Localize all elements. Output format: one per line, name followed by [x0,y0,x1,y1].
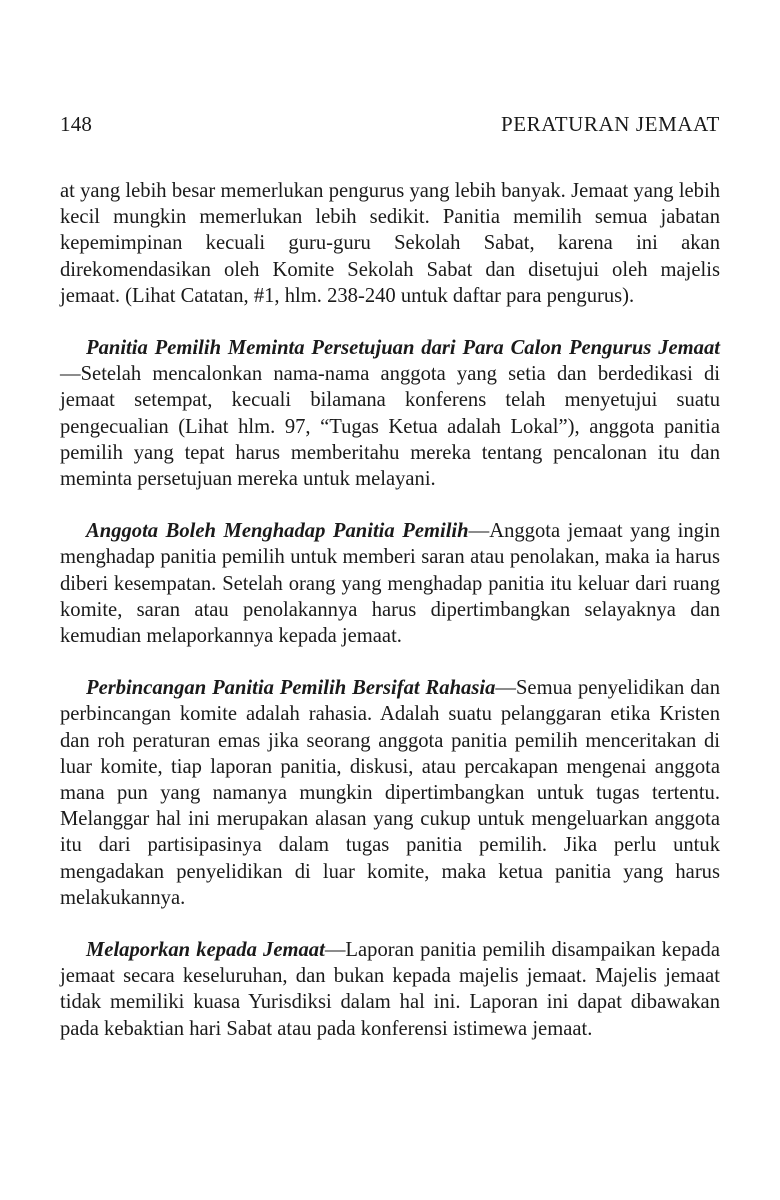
paragraph-heading: Anggota Boleh Menghadap Panitia Pemilih [86,520,469,543]
paragraph-members-appear [60,518,720,649]
paragraph-heading: Perbincangan Panitia Pemilih Bersifat Rahasia [86,677,496,700]
paragraph-text: —Anggota jemaat yang ingin menghadap panitia pemilih untuk memberi saran atau penolakan, maka ia harus diberi kesempatan. Setelah orang yang menghadap panitia itu keluar dari ruang komite, saran atau penolakannya harus dipertimbangkan selayaknya dan kemudian melaporkannya kepada jemaat. [60,520,720,648]
paragraph-report-to-church [60,937,720,1042]
paragraph-text: —Setelah mencalonkan nama-nama anggota yang setia dan berdedikasi di jemaat setempat, kecuali bilamana konferens telah menyetujui suatu pengecualian (Lihat hlm. 97, “Tugas Ketua adalah Lokal”), anggota panitia pemilih yang tepat harus memberitahu mereka tentang pencalonan itu dan meminta persetujuan mereka untuk melayani. [60,363,720,491]
paragraph-continuation [60,178,720,309]
paragraph-heading: Panitia Pemilih Meminta Persetujuan dari Para Calon Pengurus Jemaat [86,337,720,360]
paragraph-nominations-consent [60,335,720,492]
paragraph-text: —Laporan panitia pemilih disampaikan kepada jemaat secara keseluruhan, dan bukan kepada majelis jemaat. Majelis jemaat tidak memiliki kuasa Yurisdiksi dalam hal ini. Laporan ini dapat dibawakan pada kebaktian hari Sabat atau pada konferensi istimewa jemaat. [60,939,720,1040]
body-text [60,178,720,1042]
paragraph-text: at yang lebih besar memerlukan pengurus yang lebih banyak. Jemaat yang lebih kecil mungkin memerlukan lebih sedikit. Panitia memilih semua jabatan kepemimpinan kecuali guru-guru Sekolah Sabat, karena ini akan direkomendasikan oleh Komite Sekolah Sabat dan disetujui oleh majelis jemaat. (Lihat Catatan, #1, hlm. 238-240 untuk daftar para pengurus). [60,180,720,307]
paragraph-confidential [60,675,720,911]
book-page [60,112,720,1068]
running-header [60,112,720,146]
page-number: 148 [60,112,93,136]
paragraph-text: —Semua penyelidikan dan perbincangan komite adalah rahasia. Adalah suatu pelanggaran etika Kristen dan roh peraturan emas jika seorang anggota panitia pemilih menceritakan di luar komite, tiap laporan panitia, diskusi, atau percakapan mengenai anggota mana pun yang namanya mungkin dipertimbangkan untuk tugas tertentu. Melanggar hal ini merupakan alasan yang cukup untuk mengeluarkan anggota itu dari partisipasinya dalam tugas panitia pemilih. Jika perlu untuk mengadakan penyelidikan di luar komite, maka ketua panitia yang harus melakukannya. [60,677,720,909]
paragraph-heading: Melaporkan kepada Jemaat [86,939,325,962]
running-title: PERATURAN JEMAAT [500,112,720,136]
